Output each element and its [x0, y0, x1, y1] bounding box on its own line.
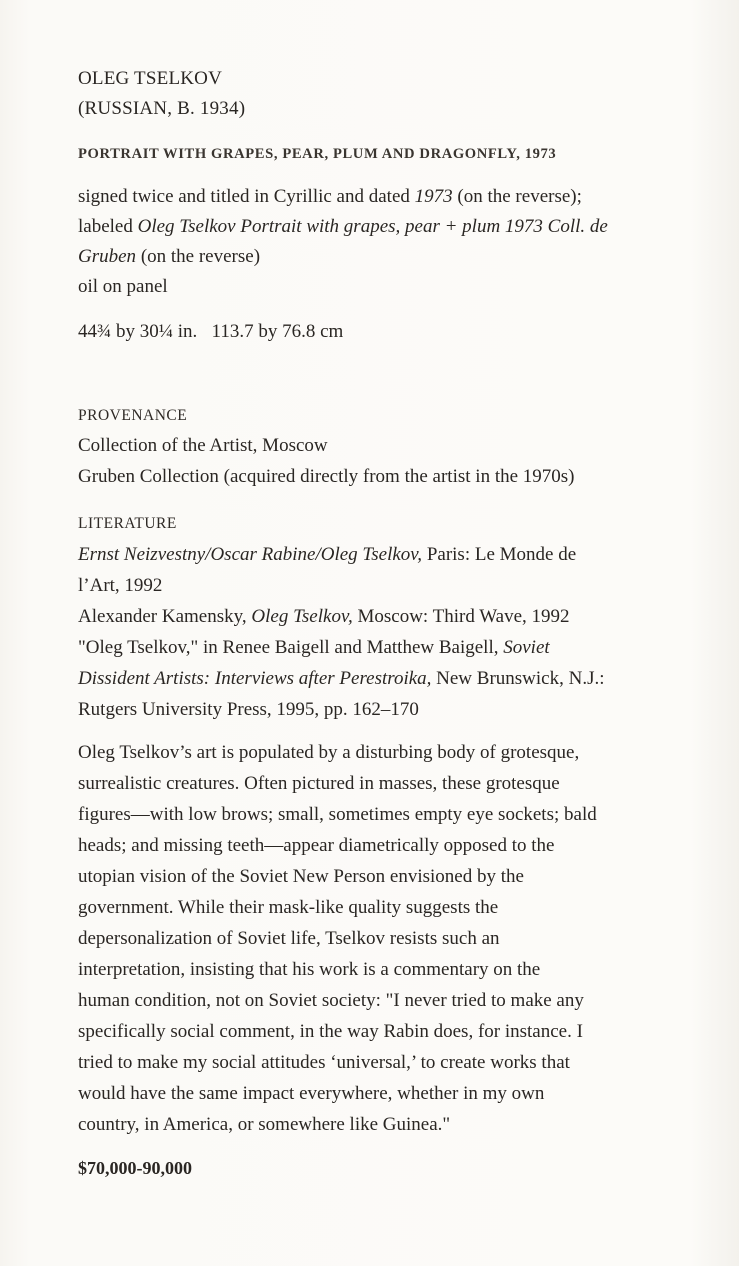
text-run: Rutgers University Press, 1995, pp. 162–170: [78, 699, 419, 720]
description-line: [78, 242, 699, 272]
text-run: (on the reverse): [136, 246, 261, 267]
italic-text: Oleg Tselkov Portrait with grapes, pear + plum 1973 Coll. de: [137, 216, 608, 237]
italic-text: Ernst Neizvestny/Oscar Rabine/Oleg Tselkov,: [78, 544, 423, 565]
essay-line: surrealistic creatures. Often pictured in masses, these grotesque: [78, 773, 560, 794]
text-run: Paris: Le Monde de: [422, 544, 577, 565]
text-run: "Oleg Tselkov," in Renee Baigell and Matthew Baigell,: [78, 637, 504, 658]
italic-text: Dissident Artists: Interviews after Perestroika,: [78, 668, 432, 689]
essay-line: government. While their mask-like quality suggests the: [78, 897, 499, 918]
italic-text: Soviet: [503, 637, 550, 658]
description-line: [78, 212, 699, 242]
essay-line: would have the same impact everywhere, whether in my own: [78, 1083, 545, 1104]
text-run: labeled: [78, 216, 138, 237]
artist-header: [78, 64, 699, 124]
literature-line: [78, 632, 699, 663]
artist-nationality: (RUSSIAN, B. 1934): [78, 98, 246, 119]
italic-text: Oleg Tselkov,: [251, 606, 353, 627]
artist-name: OLEG TSELKOV: [78, 68, 223, 89]
essay-line: Oleg Tselkov’s art is populated by a disturbing body of grotesque,: [78, 742, 580, 763]
text-run: Alexander Kamensky,: [78, 606, 252, 627]
price-estimate: $70,000-90,000: [78, 1158, 192, 1178]
literature-line: [78, 570, 699, 601]
text-run: (on the reverse);: [452, 186, 582, 207]
medium-line: [78, 272, 699, 302]
essay-line: figures—with low brows; small, sometimes empty eye sockets; bald: [78, 804, 597, 825]
italic-text: 1973: [414, 186, 453, 207]
description-line: [78, 182, 699, 212]
literature-heading: LITERATURE: [78, 515, 177, 532]
provenance-list: [78, 430, 699, 492]
italic-text: Gruben: [78, 246, 137, 267]
essay-line: tried to make my social attitudes ‘universal,’ to create works that: [78, 1052, 570, 1073]
text-run: signed twice and titled in Cyrillic and dated: [78, 186, 415, 207]
text-run: oil on panel: [78, 276, 168, 297]
essay-line: specifically social comment, in the way Rabin does, for instance. I: [78, 1021, 583, 1042]
text-run: Moscow: Third Wave, 1992: [352, 606, 570, 627]
essay-line: interpretation, insisting that his work is a commentary on the: [78, 959, 541, 980]
essay-line: country, in America, or somewhere like Guinea.": [78, 1114, 451, 1135]
provenance-heading: PROVENANCE: [78, 407, 188, 424]
catalog-essay: [78, 737, 699, 1140]
literature-line: [78, 663, 699, 694]
essay-line: human condition, not on Soviet society: "I never tried to make any: [78, 990, 584, 1011]
literature-line: [78, 539, 699, 570]
text-run: l’Art, 1992: [78, 575, 163, 596]
artwork-dimensions: 44¾ by 30¼ in. 113.7 by 76.8 cm: [78, 321, 344, 342]
literature-list: [78, 539, 699, 725]
artwork-description: [78, 182, 699, 302]
artwork-title: PORTRAIT WITH GRAPES, PEAR, PLUM AND DRAGONFLY, 1973: [78, 146, 557, 162]
provenance-entry: Collection of the Artist, Moscow: [78, 435, 328, 456]
essay-line: heads; and missing teeth—appear diametrically opposed to the: [78, 835, 555, 856]
text-run: New Brunswick, N.J.:: [431, 668, 605, 689]
essay-line: utopian vision of the Soviet New Person envisioned by the: [78, 866, 524, 887]
essay-line: depersonalization of Soviet life, Tselkov resists such an: [78, 928, 500, 949]
literature-line: [78, 601, 699, 632]
provenance-entry: Gruben Collection (acquired directly from the artist in the 1970s): [78, 466, 575, 487]
literature-line: [78, 694, 699, 725]
